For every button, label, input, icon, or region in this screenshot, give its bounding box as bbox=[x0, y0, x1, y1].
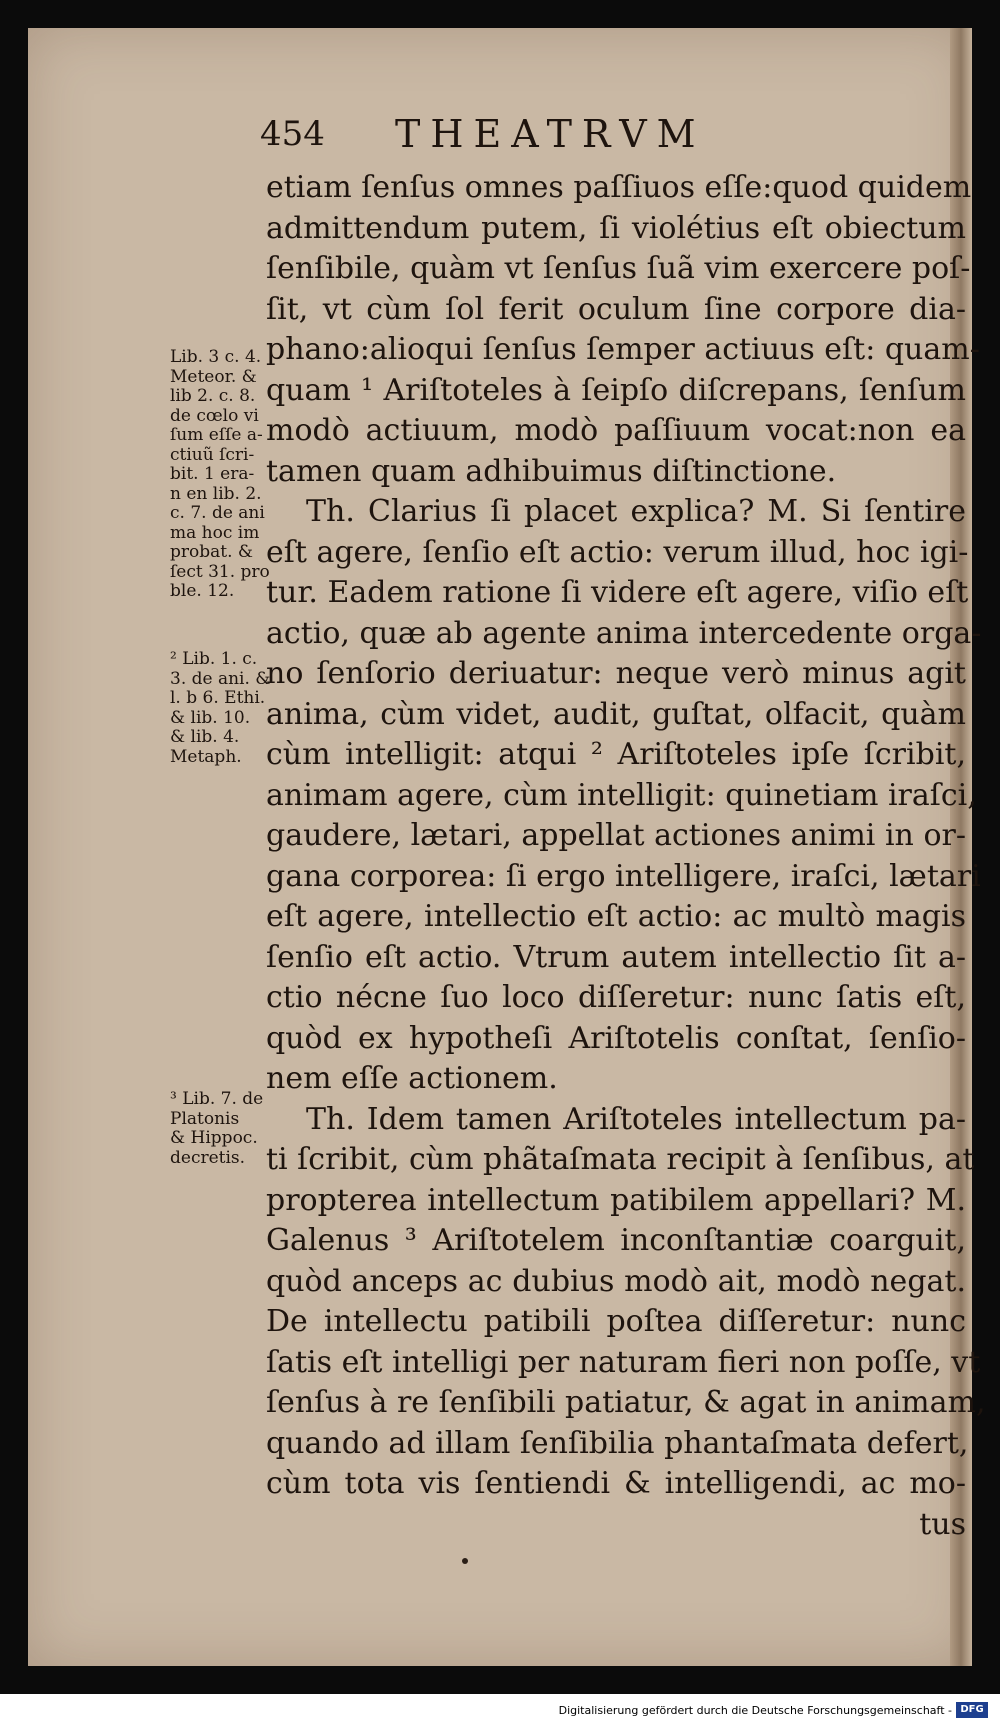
text-line: De intellectu patibili poſtea diſſeretur: nunc bbox=[266, 1304, 966, 1339]
footer-bar bbox=[0, 1694, 1000, 1728]
margin-note-line: ma hoc im bbox=[170, 522, 260, 543]
text-line: admittendum putem, ſi violétius eſt obiectum bbox=[266, 210, 966, 246]
margin-note-line: ſect 31. pro bbox=[170, 561, 270, 582]
margin-note-line: ble. 12. bbox=[170, 581, 235, 601]
catchword: tus bbox=[919, 1506, 966, 1542]
text-line: propterea intellectum patibilem appellari? M. bbox=[266, 1182, 966, 1218]
margin-note-line: probat. & bbox=[170, 542, 254, 562]
text-line: Galenus ³ Ariſtotelem inconſtantiæ coarguit, bbox=[266, 1223, 966, 1258]
dfg-logo: DFG bbox=[956, 1702, 988, 1718]
footer-credit: Digitalisierung gefördert durch die Deutsche Forschungsgemeinschaft - bbox=[558, 1704, 952, 1717]
text-line: quòd anceps ac dubius modò ait, modò negat. bbox=[266, 1263, 966, 1299]
text-line: etiam ſenſus omnes paſſiuos eſſe:quod quidem bbox=[266, 170, 972, 205]
margin-note-line: lib 2. c. 8. bbox=[170, 386, 256, 406]
text-line: ſenſio eſt actio. Vtrum autem intellectio ſit a- bbox=[266, 939, 966, 975]
text-line: ctio nécne ſuo loco diſſeretur: nunc ſatis eſt, bbox=[266, 980, 966, 1015]
text-line: ſenſibile, quàm vt ſenſus ſuã vim exercere poſ- bbox=[266, 251, 971, 286]
margin-note-3 bbox=[170, 1090, 280, 1168]
margin-note-line: Platonis bbox=[170, 1108, 240, 1129]
margin-note-line: ³ Lib. 7. de bbox=[170, 1089, 264, 1109]
text-line: ſit, vt cùm ſol ferit oculum ſine corpore dia- bbox=[266, 291, 966, 327]
text-line: gana corporea: ſi ergo intelligere, iraſci, lætari bbox=[266, 858, 981, 894]
margin-note-line: & lib. 4. bbox=[170, 727, 240, 747]
text-line: actio, quæ ab agente anima intercedente orga- bbox=[266, 615, 982, 651]
text-line: quando ad illam ſenſibilia phantaſmata defert, bbox=[266, 1425, 969, 1461]
text-line: Th. Clarius ſi placet explica? M. Si ſentire bbox=[306, 494, 966, 529]
text-line: ſatis eſt intelligi per naturam fieri non poſſe, vt bbox=[266, 1344, 981, 1380]
ink-dot bbox=[462, 1558, 468, 1564]
text-line: gaudere, lætari, appellat actiones animi in or- bbox=[266, 818, 966, 853]
text-line: Th. Idem tamen Ariſtoteles intellectum pa- bbox=[306, 1101, 966, 1137]
running-title: THEATRVM bbox=[395, 112, 706, 156]
text-line: phano:alioqui ſenſus ſemper actiuus eſt: quam- bbox=[266, 332, 980, 367]
text-line: cùm tota vis ſentiendi & intelligendi, ac mo- bbox=[266, 1466, 966, 1501]
body-text bbox=[266, 168, 986, 1545]
page-header bbox=[260, 98, 800, 158]
margin-note-line: Meteor. & bbox=[170, 366, 257, 387]
margin-note-line: de cœlo vi bbox=[170, 405, 259, 426]
text-line: animam agere, cùm intelligit: quinetiam iraſci, bbox=[266, 777, 977, 813]
margin-note-line: decretis. bbox=[170, 1147, 246, 1168]
margin-note-line: ² Lib. 1. c. bbox=[170, 649, 258, 669]
margin-note-line: c. 7. de ani bbox=[170, 503, 265, 523]
margin-note-line: ſum eſſe a- bbox=[170, 425, 263, 445]
margin-note-line: 3. de ani. & bbox=[170, 668, 271, 689]
margin-note-1 bbox=[170, 348, 280, 602]
text-line: eſt agere, intellectio eſt actio: ac multò magis bbox=[266, 899, 966, 934]
text-line: tur. Eadem ratione ſi videre eſt agere, viſio eſt bbox=[266, 575, 969, 610]
margin-note-line: Lib. 3 c. 4. bbox=[170, 347, 262, 367]
margin-note-line: l. b 6. Ethi. bbox=[170, 688, 266, 708]
text-line: eſt agere, ſenſio eſt actio: verum illud, hoc igi- bbox=[266, 534, 969, 570]
margin-note-line: bit. 1 era- bbox=[170, 464, 255, 484]
margin-note-line: Metaph. bbox=[170, 746, 242, 767]
text-line: quòd ex hypotheſi Ariſtotelis conſtat, ſenſio- bbox=[266, 1020, 966, 1056]
margin-note-line: ctiuũ ſcri- bbox=[170, 444, 255, 465]
margin-note-line: & Hippoc. bbox=[170, 1128, 258, 1148]
text-line: tamen quam adhibuimus diſtinctione. bbox=[266, 453, 837, 489]
margin-note-line: n en lib. 2. bbox=[170, 483, 262, 504]
page-number: 454 bbox=[260, 114, 325, 154]
text-line: ſenſus à re ſenſibili patiatur, & agat in animam, bbox=[266, 1385, 986, 1420]
text-line: nem eſſe actionem. bbox=[266, 1061, 558, 1096]
book-page bbox=[28, 28, 986, 1666]
text-line: quam ¹ Ariſtoteles à ſeipſo diſcrepans, ſenſum bbox=[266, 372, 966, 408]
margin-note-2 bbox=[170, 650, 280, 767]
margin-note-line: & lib. 10. bbox=[170, 707, 251, 728]
text-line: modò actiuum, modò paſſiuum vocat:non ea bbox=[266, 413, 966, 448]
text-line: anima, cùm videt, audit, guſtat, olfacit, quàm bbox=[266, 696, 966, 732]
text-line: cùm intelligit: atqui ² Ariſtoteles ipſe ſcribit, bbox=[266, 737, 966, 772]
text-line: no ſenſorio deriuatur: neque verò minus agit bbox=[266, 656, 966, 691]
text-line: ti ſcribit, cùm phãtaſmata recipit à ſenſibus, at bbox=[266, 1142, 975, 1177]
